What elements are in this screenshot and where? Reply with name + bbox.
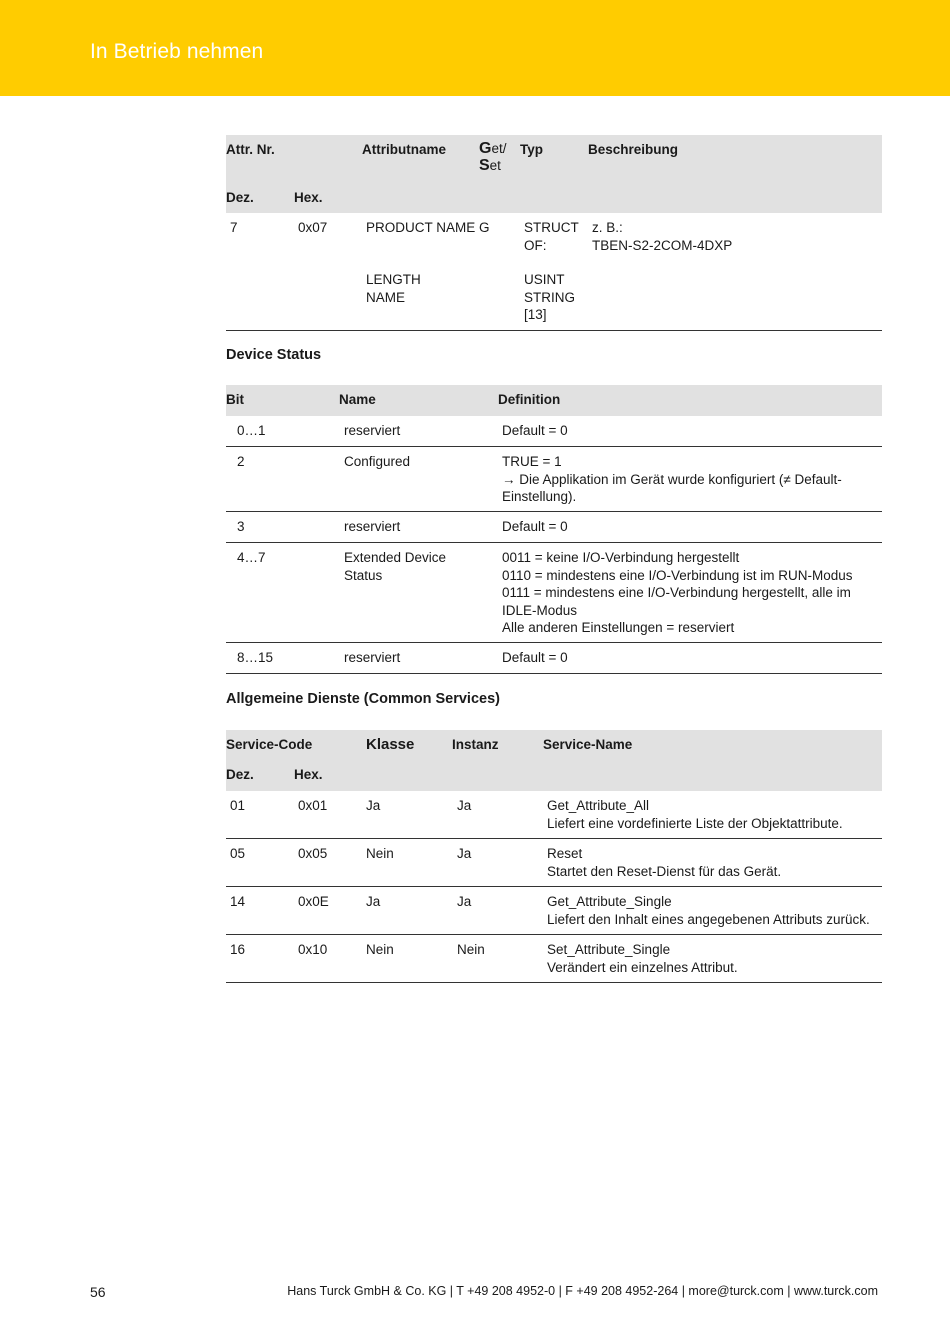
col-beschreibung: Beschreibung [588, 142, 679, 157]
cell-definition: Alle anderen Einstellungen = reserviert [502, 620, 735, 635]
cell-service-name: Set_Attribute_Single [547, 942, 671, 957]
col-klasse: Klasse [366, 736, 415, 753]
cell-definition: Einstellung). [502, 489, 577, 504]
cell-klasse: Nein [366, 846, 394, 861]
col-attr-nr: Attr. Nr. [226, 142, 275, 157]
table-row [226, 213, 882, 331]
cell-dez: 7 [230, 220, 238, 235]
common-services-header [226, 730, 882, 791]
set-rest: et [489, 158, 501, 173]
table-row [226, 447, 882, 512]
cell-getset: G [479, 220, 490, 235]
cell-definition: 0111 = mindestens eine I/O-Verbindung hergestellt, alle im [502, 585, 851, 600]
cell-service-desc: Liefert eine vordefinierte Liste der Objektattribute. [547, 815, 843, 831]
table-row [226, 791, 882, 839]
cell-dez: 14 [230, 894, 246, 909]
cell-definition: Default = 0 [502, 423, 568, 438]
cell-definition: IDLE-Modus [502, 602, 578, 618]
col-hex: Hex. [294, 190, 323, 205]
col-service-name: Service-Name [543, 737, 633, 752]
cell-name-2: LENGTH [366, 272, 421, 287]
common-services-title: Allgemeine Dienste (Common Services) [226, 691, 500, 707]
table-row [226, 839, 882, 887]
device-status-title: Device Status [226, 347, 322, 363]
get-rest: et/ [491, 141, 507, 156]
table-row [226, 543, 882, 643]
cell-definition: Default = 0 [502, 519, 568, 534]
footer-contact: Hans Turck GmbH & Co. KG | T +49 208 4952-0 | F +49 208 4952-264 | more@turck.com | www.turck.com [287, 1284, 878, 1298]
table-row [226, 935, 882, 983]
cell-definition: TRUE = 1 [502, 454, 562, 469]
cell-hex: 0x01 [298, 798, 328, 813]
cell-instanz: Ja [457, 894, 472, 909]
cell-klasse: Nein [366, 942, 394, 957]
col-get-set [479, 140, 506, 174]
page-number: 56 [90, 1284, 106, 1300]
cell-hex: 0x0E [298, 894, 329, 909]
cell-service-desc: Verändert ein einzelnes Attribut. [547, 959, 738, 975]
cell-desc-2: TBEN-S2-2COM-4DXP [592, 237, 733, 253]
table-row [226, 416, 882, 447]
common-services-table [226, 730, 882, 983]
cell-definition: Default = 0 [502, 650, 568, 665]
cell-name: Status [344, 567, 383, 583]
col-bit: Bit [226, 392, 244, 407]
cell-name-3: NAME [366, 289, 406, 305]
cell-instanz: Ja [457, 798, 472, 813]
cell-name: Extended Device [344, 550, 447, 565]
cell-dez: 01 [230, 798, 246, 813]
cell-name: reserviert [344, 650, 401, 665]
col-typ: Typ [520, 142, 543, 157]
cell-name: Configured [344, 454, 411, 469]
col-service-code: Service-Code [226, 737, 313, 752]
cell-dez: 05 [230, 846, 246, 861]
col-hex: Hex. [294, 767, 323, 782]
cell-definition: 0110 = mindestens eine I/O-Verbindung ist im RUN-Modus [502, 567, 853, 583]
cell-service-name: Get_Attribute_All [547, 798, 650, 813]
table-row [226, 887, 882, 935]
cell-service-desc: Startet den Reset-Dienst für das Gerät. [547, 863, 782, 879]
cell-hex: 0x05 [298, 846, 328, 861]
cell-instanz: Ja [457, 846, 472, 861]
cell-typ-3: USINT [524, 272, 565, 287]
get-letter: G [479, 140, 492, 157]
col-name: Name [339, 392, 376, 407]
cell-definition: 0011 = keine I/O-Verbindung hergestellt [502, 550, 740, 565]
cell-bit: 8…15 [237, 650, 274, 665]
chapter-title: In Betrieb nehmen [90, 40, 264, 63]
attribute-table [226, 135, 882, 331]
cell-instanz: Nein [457, 942, 485, 957]
device-status-header [226, 385, 882, 416]
cell-typ-5: [13] [524, 307, 547, 322]
cell-service-name: Reset [547, 846, 583, 861]
cell-name-1: PRODUCT NAME [366, 220, 476, 235]
cell-typ-1: STRUCT [524, 220, 579, 235]
table-row [226, 512, 882, 543]
header-band [0, 0, 950, 96]
cell-service-desc: Liefert den Inhalt eines angegebenen Attributs zurück. [547, 911, 870, 927]
set-letter: S [479, 157, 490, 174]
cell-bit: 3 [237, 519, 245, 534]
col-definition: Definition [498, 392, 561, 407]
cell-typ-4: STRING [524, 289, 576, 305]
cell-klasse: Ja [366, 894, 381, 909]
cell-definition: → Die Applikation im Gerät wurde konfiguriert (≠ Default- [502, 471, 842, 487]
cell-hex: 0x07 [298, 220, 328, 235]
attribute-table-header [226, 135, 882, 213]
cell-bit: 4…7 [237, 550, 266, 565]
cell-klasse: Ja [366, 798, 381, 813]
cell-name: reserviert [344, 423, 401, 438]
col-attributname: Attributname [362, 142, 446, 157]
col-instanz: Instanz [452, 737, 499, 752]
cell-typ-2: OF: [524, 237, 547, 253]
cell-desc-1: z. B.: [592, 220, 623, 235]
cell-service-name: Get_Attribute_Single [547, 894, 672, 909]
col-dez: Dez. [226, 767, 254, 782]
cell-bit: 2 [237, 454, 245, 469]
table-row [226, 643, 882, 674]
cell-bit: 0…1 [237, 423, 266, 438]
cell-hex: 0x10 [298, 942, 328, 957]
cell-dez: 16 [230, 942, 246, 957]
col-dez: Dez. [226, 190, 254, 205]
device-status-table [226, 385, 882, 674]
cell-name: reserviert [344, 519, 401, 534]
